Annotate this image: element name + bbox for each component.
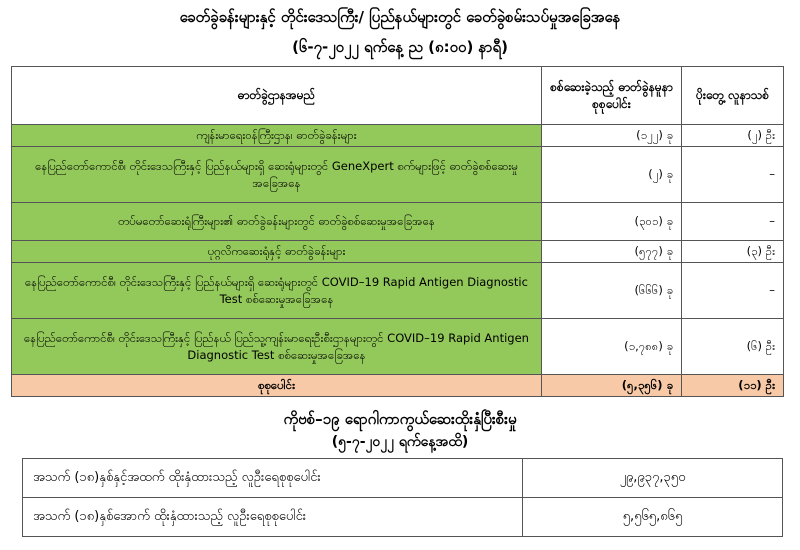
table-row xyxy=(12,147,784,203)
total-positive: (၁၁) ဦး xyxy=(682,375,784,397)
row-place: နေပြည်တော်ကောင်စီ၊ တိုင်းဒေသကြီးနှင့် ပြည်နယ်များရှိ ဆေးရုံများတွင် COVID–19 Rapid Antigen Diagnostic Test စစ်ဆေးမှုအခြေအနေ xyxy=(12,263,542,319)
table-row xyxy=(23,498,783,537)
vaccine-value: ၅,၅၆၅,၈၆၅ xyxy=(523,498,783,537)
row-tests: (၅၇၇) ခု xyxy=(542,241,682,263)
vaccine-title: ကိုဗစ်–၁၉ ရောဂါကာကွယ်ဆေးထိုးနှံပြီးစီးမှု xyxy=(283,410,517,428)
header-positive: ပိုးတွေ့ လူနာသစ် xyxy=(682,67,784,125)
row-place: နေပြည်တော်ကောင်စီ၊ တိုင်းဒေသကြီးနှင့် ပြည်နယ် ပြည်သူ့ကျန်းမာရေးဦးစီးဌာနများတွင် COVID–19 Rapid Antigen Diagnostic Test စစ်ဆေးမှုအခြေအနေ xyxy=(12,319,542,375)
row-tests: (၂) ခု xyxy=(542,147,682,203)
row-tests: (၁၂၂) ခု xyxy=(542,125,682,147)
table-row xyxy=(12,319,784,375)
row-positive: (၂) ဦး xyxy=(682,125,784,147)
vaccine-date: (၅-၇-၂၀၂၂ ရက်နေ့အထိ) xyxy=(331,434,469,450)
row-tests: (၁,၇၈၈) ခု xyxy=(542,319,682,375)
row-positive: (၃) ဦး xyxy=(682,241,784,263)
row-positive: (၆) ဦး xyxy=(682,319,784,375)
vaccine-value: ၂၉,၉၃၇,၃၅၀ xyxy=(523,459,783,498)
vaccine-label: အသက် (၁၈)နှစ်နှင့်အထက် ထိုးနှံထားသည့် လူဦးရေစုစုပေါင်း xyxy=(23,459,523,498)
total-label: စုစုပေါင်း xyxy=(12,375,542,397)
row-tests: (၃၀၁) ခု xyxy=(542,203,682,241)
header-place: ဓာတ်ခွဲဌာနအမည် xyxy=(12,67,542,125)
report-date: (၆-၇-၂၀၂၂ ရက်နေ့ ည (၈:၀၀) နာရီ) xyxy=(292,38,508,56)
table-row xyxy=(23,459,783,498)
total-row xyxy=(12,375,784,397)
lab-test-table xyxy=(11,66,784,397)
row-positive: – xyxy=(682,263,784,319)
total-tests: (၅,၃၅၆) ခု xyxy=(542,375,682,397)
row-place: ကျန်းမာရေးဝန်ကြီးဌာန၊ ဓာတ်ခွဲခန်းများ xyxy=(12,125,542,147)
header-tests: စစ်ဆေးခဲ့သည့် ဓာတ်ခွဲနမူနာ စုစုပေါင်း xyxy=(542,67,682,125)
table-row xyxy=(12,241,784,263)
page-title: ခေတ်ခွဲခန်းများနှင့် တိုင်းဒေသကြီး/ ပြည်နယ်များတွင် ခေတ်ခွဲစမ်းသပ်မှုအခြေအနေ xyxy=(179,8,621,26)
row-place: နေပြည်တော်ကောင်စီ၊ တိုင်းဒေသကြီးနှင့် ပြည်နယ်များရှိ ဆေးရုံများတွင် GeneXpert စက်များဖြင့် ဓာတ်ခွဲစစ်ဆေးမှုအခြေအနေ xyxy=(12,147,542,203)
table-header-row xyxy=(12,67,784,125)
row-tests: (၆၆၆) ခု xyxy=(542,263,682,319)
row-place: တပ်မတော်ဆေးရုံကြီးများ၏ ဓာတ်ခွဲခန်းများတွင် ဓာတ်ခွဲစစ်ဆေးမှုအခြေအနေ xyxy=(12,203,542,241)
row-positive: – xyxy=(682,147,784,203)
table-row xyxy=(12,263,784,319)
vaccine-label: အသက် (၁၈)နှစ်အောက် ထိုးနှံထားသည့် လူဦးရေစုစုပေါင်း xyxy=(23,498,523,537)
vaccine-table xyxy=(22,458,783,537)
table-row xyxy=(12,203,784,241)
row-positive: – xyxy=(682,203,784,241)
table-row xyxy=(12,125,784,147)
row-place: ပုဂ္ဂလိကဆေးရုံနှင့် ဓာတ်ခွဲခန်းများ xyxy=(12,241,542,263)
